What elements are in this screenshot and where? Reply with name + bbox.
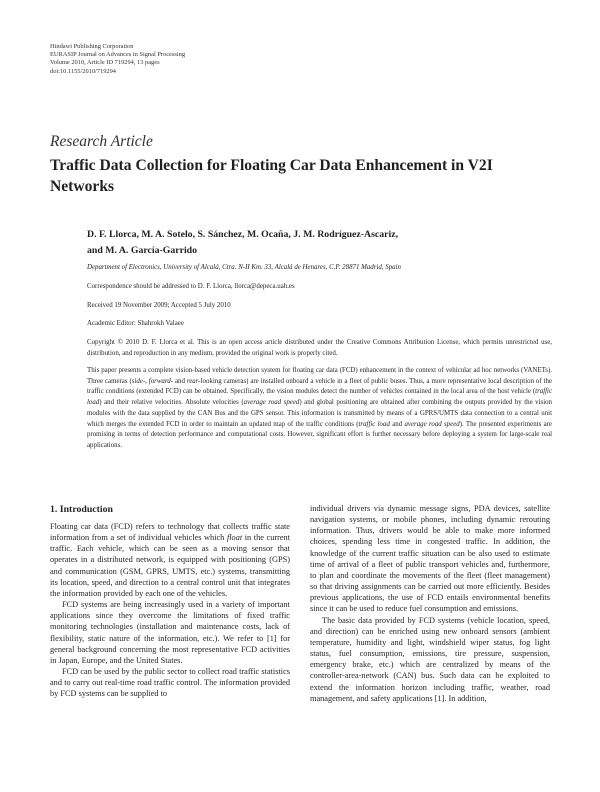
received-dates: Received 19 November 2009; Accepted 5 July 2010 [87, 302, 231, 309]
section-heading: 1. Introduction [50, 504, 113, 515]
paragraph: FCD systems are being increasingly used in a variety of important applications since they overcome the limitations of fixed traffic monitoring technologies (installation and maintenance costs, lack of flexibility, static nature of the information, etc.). We refer to [1] for general background concerning the most representative FCD activities in Japan, Europe, and the United States. [50, 600, 290, 665]
paragraph: individual drivers via dynamic message signs, PDA devices, satellite navigation systems, or mobile phones, including dynamic rerouting information. Thus, drivers would be able to make more informed choices, spending less time in congested traffic. In addition, the knowledge of the current traffic situation can be also used to estimate time of arrival of a fleet of public transport vehicles and, furthermore, to plan and coordinate the movements of the fleet (fleet management) so that driving assignments can be carried out more efficiently. Besides previous applications, the use of FCD entails environmental benefits since it can be used to reduce fuel consumption and emissions. [310, 504, 550, 614]
journal-name: EURASIP Journal on Advances in Signal Processing [50, 51, 186, 59]
author-list [87, 227, 557, 258]
authors-line-2: and M. A. García-Garrido [87, 244, 198, 256]
authors-line-1: D. F. Llorca, M. A. Sotelo, S. Sánchez, M. Ocaña, J. M. Rodríguez-Ascariz, [87, 229, 399, 240]
paragraph: The basic data provided by FCD systems (vehicle location, speed, and direction) can be enriched using new onboard sensors (ambient temperature, humidity and light, windshield wiper status, fog light status, fuel consumption, emissions, tire pressure, suspension, emergency brake, etc.) which are centralized by means of the controller-area-network (CAN) bus. Such data can be exploited to extend the information horizon including traffic, weather, road management, and safety applications [1]. In addition, [310, 615, 550, 703]
correspondence: Correspondence should be addressed to D. F. Llorca, llorca@depeca.uah.es [87, 283, 295, 290]
doi: doi:10.1155/2010/719294 [50, 67, 116, 75]
academic-editor: Academic Editor: Shahrokh Valaee [87, 320, 184, 327]
article-type: Research Article [50, 133, 153, 150]
publisher-name: Hindawi Publishing Corporation [50, 43, 134, 50]
paper-title: Traffic Data Collection for Floating Car Data Enhancement in V2I Networks [50, 157, 493, 195]
paragraph: FCD can be used by the public sector to collect road traffic statistics and to carry out real-time road traffic control. The information provided by FCD systems can be supplied to [50, 667, 290, 699]
abstract: This paper presents a complete vision-based vehicle detection system for floating car data (FCD) enhancement in the context of vehicular ad hoc networks (VANETs). Three cameras (side-, forward- and rear-looking cameras) are installed onboard a vehicle in a fleet of public buses. Thus, a more representative local description of the traffic conditions (extended FCD) can be obtained. Specifically, the vision modules detect the number of vehicles contained in the local area of the host vehicle (traffic load) and their relative velocities. Absolute velocities (average road speed) and global positioning are obtained after combining the outputs provided by the vision modules with the data supplied by the CAN Bus and the GPS sensor. This information is transmitted by means of a GPRS/UMTS data connection to a central unit which merges the extended FCD in order to maintain an updated map of the traffic conditions (traffic load and average road speed). The presented experiments are promising in terms of detection performance and computational costs. However, significant effort is further necessary before deploying a system for large-scale real applications. [87, 367, 553, 449]
paragraph: Floating car data (FCD) refers to technology that collects traffic state information from a set of individual vehicles which float in the current traffic. Each vehicle, which can be seen as a moving sensor that operates in a distributed network, is equipped with positioning (GPS) and communication (GSM, GPRS, UMTS, etc.) systems, transmitting its location, speed, and direction to a central control unit that integrates the information provided by each one of the vehicles. [50, 522, 290, 598]
copyright-notice: Copyright © 2010 D. F. Llorca et al. This is an open access article distributed under the Creative Commons Attribution License, which permits unrestricted use, distribution, and reproduction in any medium, provided the original work is properly cited. [87, 339, 552, 357]
affiliation: Department of Electronics, University of Alcalá, Ctra. N-II Km. 33, Alcalá de Henares, C.P. 28871 Madrid, Spain [87, 264, 401, 271]
journal-masthead [50, 43, 185, 76]
right-column [310, 503, 550, 783]
volume-info: Volume 2010, Article ID 719294, 13 pages [50, 59, 160, 67]
left-column [50, 521, 290, 781]
